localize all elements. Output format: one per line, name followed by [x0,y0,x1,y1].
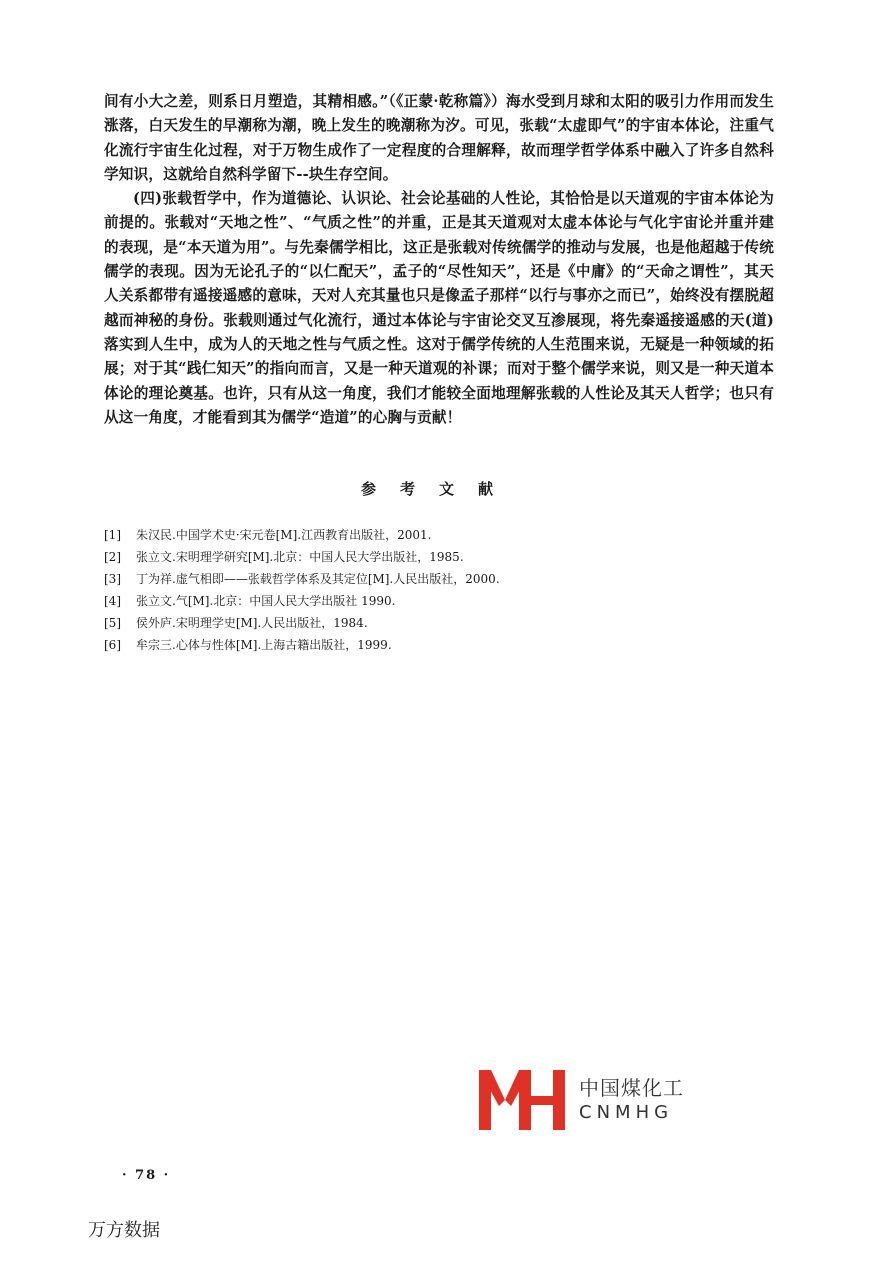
logo-english-text: CNMHG [579,1102,674,1123]
reference-number: [5] [104,616,121,630]
reference-text: 侯外庐.宋明理学史[M].人民出版社，1984. [136,616,368,630]
reference-number: [2] [104,550,121,564]
reference-item [104,568,764,590]
logo-chinese-text: 中国煤化工 [579,1076,684,1100]
body-text [104,90,774,430]
cnmhg-logo [479,1066,689,1132]
reference-item [104,612,764,634]
reference-text: 张立文.宋明理学研究[M].北京：中国人民大学出版社，1985. [136,550,464,564]
cnmhg-logo-mark-icon [479,1066,571,1132]
reference-list [104,524,764,656]
reference-item [104,524,764,546]
reference-item [104,546,764,568]
watermark: 万方数据 [88,1220,160,1241]
reference-number: [1] [104,528,121,542]
paragraph-1: 间有小大之差，则系日月塑造，其精相感。”（《正蒙·乾称篇》）海水受到月球和太阳的吸引力作用而发生涨落，白天发生的早潮称为潮，晚上发生的晚潮称为汐。可见，张载“太虚即气”的宇宙本体论，注重气化流行宇宙生化过程，对于万物生成作了一定程度的合理解释，故而理学哲学体系中融入了许多自然科学知识，这就给自然科学留下--块生存空间。 [104,93,774,183]
reference-item [104,634,764,656]
page-number: · 78 · [122,1168,171,1183]
reference-text: 丁为祥.虚气相即——张载哲学体系及其定位[M].人民出版社，2000. [136,572,500,586]
reference-item [104,590,764,612]
paragraph-2: (四)张载哲学中，作为道德论、认识论、社会论基础的人性论，其恰恰是以天道观的宇宙本体论为前提的。张载对“天地之性”、“气质之性”的并重，正是其天道观对太虚本体论与气化宇宙论并重并建的表现，是“本天道为用”。与先秦儒学相比，这正是张载对传统儒学的推动与发展，也是他超越于传统儒学的表现。因为无论孔子的“以仁配天”，孟子的“尽性知天”，还是《中庸》的“天命之谓性”，其天人关系都带有遥接遥感的意味，天对人充其量也只是像孟子那样“以行与事亦之而已”，始终没有摆脱超越而神秘的身份。张载则通过气化流行，通过本体论与宇宙论交叉互渗展现，将先秦遥接遥感的天(道)落实到人生中，成为人的天地之性与气质之性。这对于儒学传统的人生范围来说，无疑是一种领域的拓展；对于其“践仁知天”的指向而言，又是一种天道观的补课；而对于整个儒学来说，则又是一种天道本体论的理论奠基。也许，只有从这一角度，我们才能较全面地理解张载的人性论及其天人哲学；也只有从这一角度，才能看到其为儒学“造道”的心胸与贡献！ [104,190,774,426]
reference-text: 朱汉民.中国学术史·宋元卷[M].江西教育出版社，2001. [136,528,432,542]
reference-text: 牟宗三.心体与性体[M].上海古籍出版社，1999. [136,638,392,652]
reference-number: [6] [104,638,121,652]
references-heading: 参考文献 [360,480,517,498]
reference-number: [4] [104,594,121,608]
reference-text: 张立文.气[M].北京：中国人民大学出版社 1990. [136,594,396,608]
reference-number: [3] [104,572,121,586]
